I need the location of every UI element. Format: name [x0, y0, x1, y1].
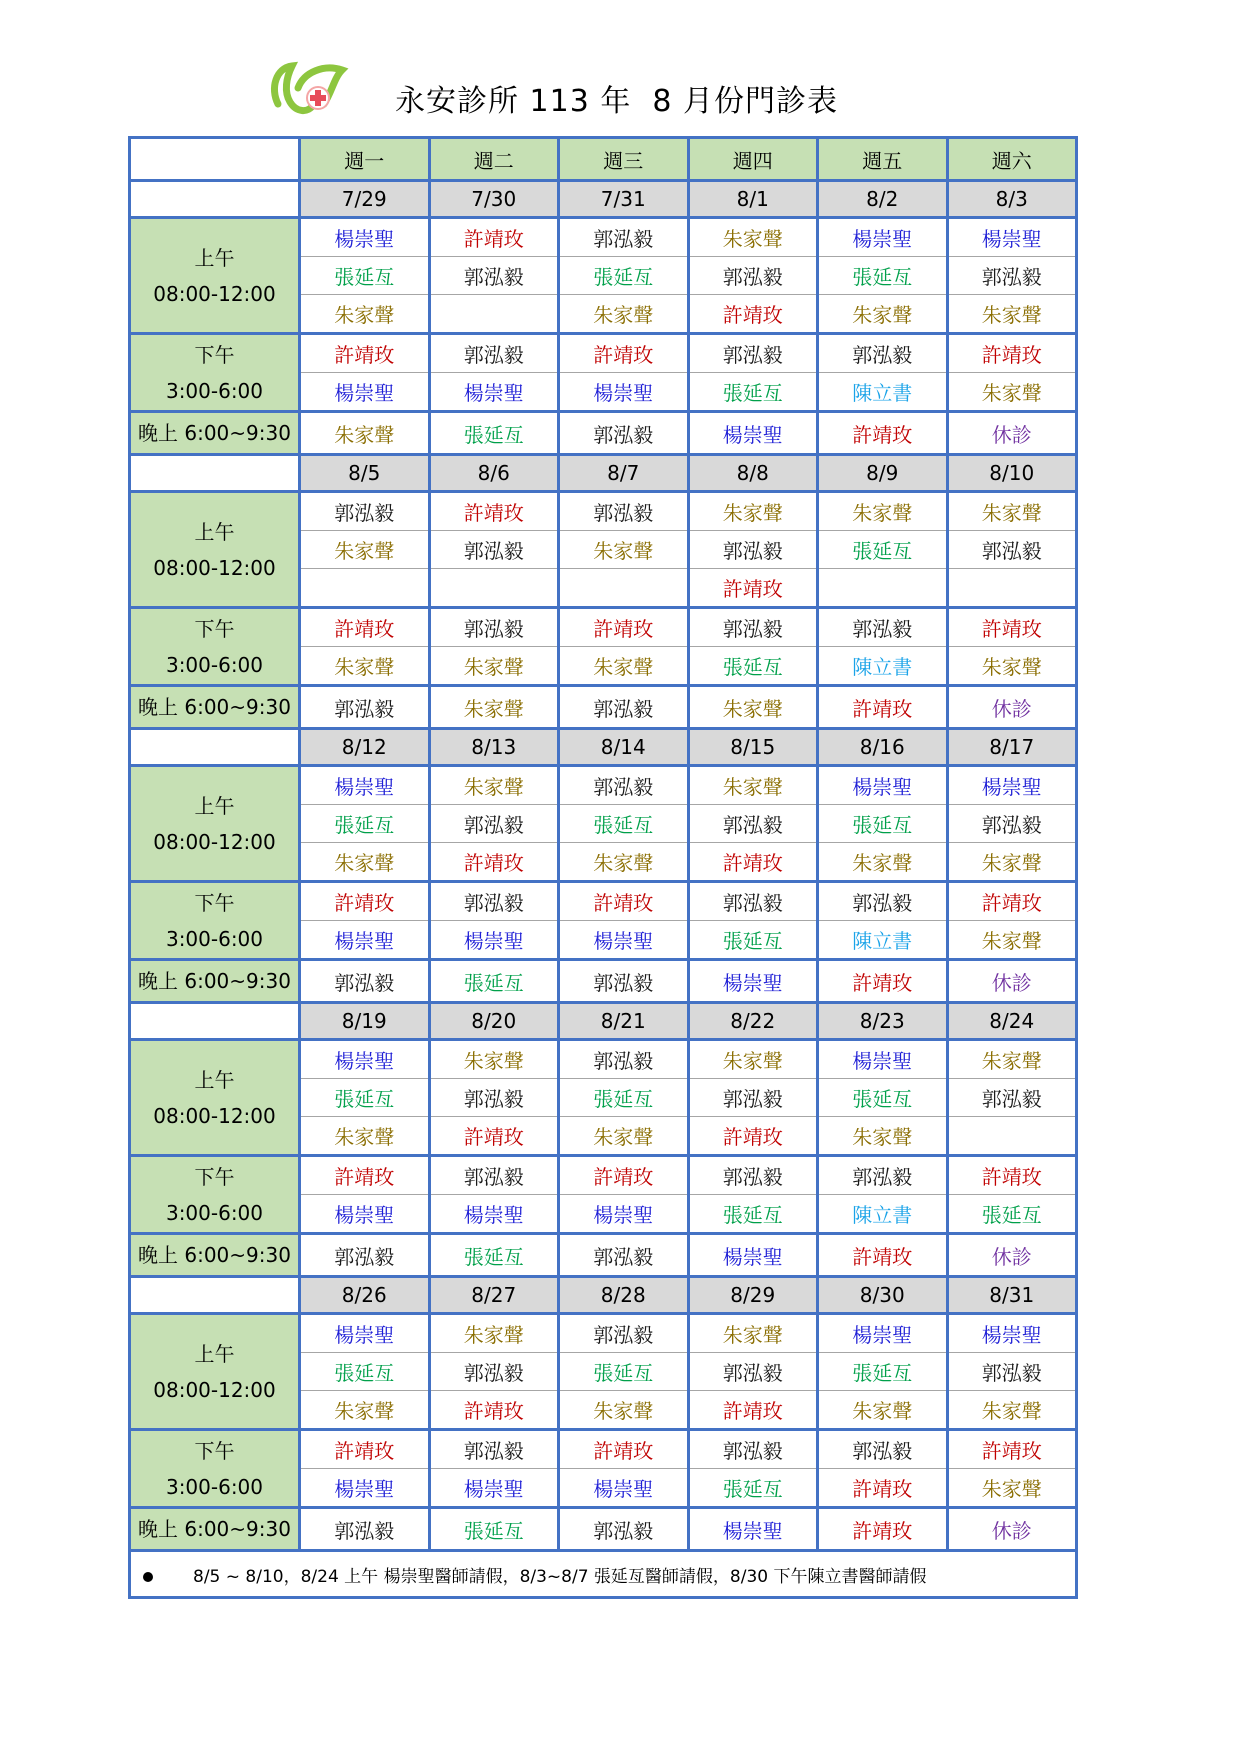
- doctor-cell: 楊崇聖: [688, 1234, 818, 1277]
- date-cell: 8/20: [429, 1003, 559, 1040]
- doctor-cell: 郭泓毅: [429, 1353, 559, 1391]
- doctor-cell: 郭泓毅: [429, 257, 559, 295]
- date-cell: 8/30: [818, 1277, 948, 1314]
- evening-label: 晚上 6:00~9:30: [130, 412, 300, 455]
- doctor-cell: 郭泓毅: [947, 257, 1077, 295]
- clinic-logo: [268, 58, 352, 130]
- doctor-cell: 朱家聲: [818, 843, 948, 882]
- doctor-cell: 許靖玫: [300, 1430, 430, 1469]
- afternoon-row: [130, 334, 1077, 373]
- doctor-cell: 楊崇聖: [300, 766, 430, 805]
- doctor-cell: 郭泓毅: [559, 1040, 689, 1079]
- doctor-cell: 郭泓毅: [559, 1234, 689, 1277]
- doctor-cell: 朱家聲: [559, 1117, 689, 1156]
- doctor-cell: 郭泓毅: [429, 531, 559, 569]
- doctor-cell: 朱家聲: [300, 531, 430, 569]
- doctor-cell: 郭泓毅: [559, 492, 689, 531]
- note-row: [130, 1551, 1077, 1598]
- doctor-cell: 楊崇聖: [429, 921, 559, 960]
- doctor-cell: 休診: [947, 1508, 1077, 1551]
- evening-row: [130, 1234, 1077, 1277]
- doctor-cell: 朱家聲: [300, 412, 430, 455]
- doctor-cell: 朱家聲: [818, 1117, 948, 1156]
- doctor-cell: 朱家聲: [300, 1391, 430, 1430]
- afternoon-label-line: 下午: [194, 342, 235, 367]
- doctor-cell: 郭泓毅: [559, 960, 689, 1003]
- doctor-cell: 郭泓毅: [947, 1079, 1077, 1117]
- morning-label-line: 上午: [194, 793, 235, 818]
- doctor-cell: 楊崇聖: [300, 1040, 430, 1079]
- morning-label-line: 08:00-12:00: [153, 1103, 276, 1128]
- evening-row: [130, 1508, 1077, 1551]
- doctor-cell: 朱家聲: [818, 1391, 948, 1430]
- doctor-cell: 楊崇聖: [300, 373, 430, 412]
- date-row: [130, 1277, 1077, 1314]
- schedule-table-container: [128, 136, 1078, 1599]
- weekday-header: 週六: [947, 138, 1077, 181]
- date-row: [130, 181, 1077, 218]
- date-cell: 8/14: [559, 729, 689, 766]
- doctor-cell: 朱家聲: [947, 1040, 1077, 1079]
- doctor-cell: 朱家聲: [947, 843, 1077, 882]
- doctor-cell: 朱家聲: [300, 647, 430, 686]
- doctor-cell: 朱家聲: [429, 766, 559, 805]
- doctor-cell: 郭泓毅: [818, 882, 948, 921]
- empty-cell: [429, 295, 559, 334]
- date-cell: 8/28: [559, 1277, 689, 1314]
- doctor-cell: 許靖玫: [947, 1430, 1077, 1469]
- doctor-cell: 朱家聲: [688, 686, 818, 729]
- doctor-cell: 許靖玫: [300, 1156, 430, 1195]
- doctor-cell: 張延亙: [818, 1353, 948, 1391]
- doctor-cell: 休診: [947, 1234, 1077, 1277]
- doctor-cell: 楊崇聖: [688, 960, 818, 1003]
- doctor-cell: 朱家聲: [947, 921, 1077, 960]
- doctor-cell: 許靖玫: [559, 608, 689, 647]
- doctor-cell: 楊崇聖: [300, 1469, 430, 1508]
- doctor-cell: 朱家聲: [429, 1314, 559, 1353]
- doctor-cell: 許靖玫: [818, 1508, 948, 1551]
- doctor-cell: 楊崇聖: [947, 1314, 1077, 1353]
- afternoon-row: [130, 1430, 1077, 1469]
- doctor-cell: 郭泓毅: [429, 1079, 559, 1117]
- afternoon-label: [130, 334, 300, 412]
- date-cell: 8/15: [688, 729, 818, 766]
- doctor-cell: 朱家聲: [947, 647, 1077, 686]
- schedule-table: [128, 136, 1078, 1599]
- doctor-cell: 許靖玫: [688, 1391, 818, 1430]
- doctor-cell: 張延亙: [559, 805, 689, 843]
- afternoon-label-line: 3:00-6:00: [165, 378, 264, 403]
- doctor-cell: 陳立書: [818, 921, 948, 960]
- doctor-cell: 許靖玫: [947, 334, 1077, 373]
- bullet-icon: [143, 1572, 153, 1582]
- date-cell: 8/13: [429, 729, 559, 766]
- doctor-cell: 朱家聲: [947, 295, 1077, 334]
- doctor-cell: 郭泓毅: [429, 1430, 559, 1469]
- doctor-cell: 張延亙: [300, 805, 430, 843]
- doctor-cell: 張延亙: [818, 257, 948, 295]
- doctor-cell: 郭泓毅: [688, 1353, 818, 1391]
- doctor-cell: 張延亙: [688, 1469, 818, 1508]
- doctor-cell: 楊崇聖: [818, 1314, 948, 1353]
- doctor-cell: 朱家聲: [429, 1040, 559, 1079]
- doctor-cell: 楊崇聖: [947, 218, 1077, 257]
- doctor-cell: 休診: [947, 686, 1077, 729]
- morning-label-line: 08:00-12:00: [153, 1377, 276, 1402]
- doctor-cell: 郭泓毅: [688, 882, 818, 921]
- afternoon-label: [130, 608, 300, 686]
- doctor-cell: 許靖玫: [947, 608, 1077, 647]
- doctor-cell: 朱家聲: [300, 1117, 430, 1156]
- date-cell: 8/26: [300, 1277, 430, 1314]
- doctor-cell: 郭泓毅: [429, 608, 559, 647]
- doctor-cell: 郭泓毅: [947, 531, 1077, 569]
- doctor-cell: 郭泓毅: [429, 882, 559, 921]
- doctor-cell: 郭泓毅: [688, 608, 818, 647]
- corner-cell: [130, 138, 300, 181]
- doctor-cell: 郭泓毅: [688, 257, 818, 295]
- doctor-cell: 朱家聲: [688, 1314, 818, 1353]
- doctor-cell: 郭泓毅: [300, 1234, 430, 1277]
- date-cell: 8/2: [818, 181, 948, 218]
- doctor-cell: 張延亙: [818, 805, 948, 843]
- date-cell: 8/23: [818, 1003, 948, 1040]
- date-cell: 8/1: [688, 181, 818, 218]
- doctor-cell: 郭泓毅: [688, 1079, 818, 1117]
- weekday-header: 週一: [300, 138, 430, 181]
- afternoon-label-line: 3:00-6:00: [165, 652, 264, 677]
- morning-label-line: 上午: [194, 1067, 235, 1092]
- doctor-cell: 楊崇聖: [947, 766, 1077, 805]
- doctor-cell: 楊崇聖: [559, 1195, 689, 1234]
- footnote-text: 8/5 ~ 8/10，8/24 上午 楊崇聖醫師請假，8/3~8/7 張延亙醫師請假，8/30 下午陳立書醫師請假: [193, 1566, 927, 1587]
- date-cell: 8/31: [947, 1277, 1077, 1314]
- afternoon-label-line: 3:00-6:00: [165, 1474, 264, 1499]
- doctor-cell: 楊崇聖: [818, 1040, 948, 1079]
- empty-cell: [429, 569, 559, 608]
- date-cell: 8/17: [947, 729, 1077, 766]
- doctor-cell: 陳立書: [818, 647, 948, 686]
- doctor-cell: 楊崇聖: [688, 1508, 818, 1551]
- weekday-header: 週四: [688, 138, 818, 181]
- date-row: [130, 729, 1077, 766]
- doctor-cell: 朱家聲: [559, 531, 689, 569]
- doctor-cell: 張延亙: [559, 1079, 689, 1117]
- doctor-cell: 許靖玫: [300, 334, 430, 373]
- doctor-cell: 許靖玫: [688, 569, 818, 608]
- doctor-cell: 張延亙: [818, 1079, 948, 1117]
- doctor-cell: 朱家聲: [559, 647, 689, 686]
- date-row-label: [130, 455, 300, 492]
- afternoon-label: [130, 1156, 300, 1234]
- doctor-cell: 許靖玫: [818, 412, 948, 455]
- doctor-cell: 郭泓毅: [559, 766, 689, 805]
- doctor-cell: 楊崇聖: [559, 373, 689, 412]
- morning-row: [130, 492, 1077, 531]
- doctor-cell: 朱家聲: [688, 218, 818, 257]
- doctor-cell: 郭泓毅: [818, 334, 948, 373]
- afternoon-label-line: 下午: [194, 1164, 235, 1189]
- doctor-cell: 張延亙: [300, 1079, 430, 1117]
- date-cell: 7/30: [429, 181, 559, 218]
- date-cell: 8/5: [300, 455, 430, 492]
- doctor-cell: 朱家聲: [818, 492, 948, 531]
- date-cell: 8/10: [947, 455, 1077, 492]
- doctor-cell: 郭泓毅: [688, 1430, 818, 1469]
- morning-label-line: 上午: [194, 245, 235, 270]
- doctor-cell: 陳立書: [818, 373, 948, 412]
- doctor-cell: 張延亙: [429, 412, 559, 455]
- doctor-cell: 許靖玫: [559, 882, 689, 921]
- date-cell: 8/29: [688, 1277, 818, 1314]
- afternoon-label-line: 下午: [194, 890, 235, 915]
- doctor-cell: 張延亙: [688, 373, 818, 412]
- doctor-cell: 朱家聲: [559, 295, 689, 334]
- empty-cell: [947, 569, 1077, 608]
- doctor-cell: 許靖玫: [300, 882, 430, 921]
- doctor-cell: 張延亙: [300, 257, 430, 295]
- doctor-cell: 郭泓毅: [688, 334, 818, 373]
- date-cell: 8/16: [818, 729, 948, 766]
- doctor-cell: 朱家聲: [300, 843, 430, 882]
- doctor-cell: 楊崇聖: [300, 218, 430, 257]
- doctor-cell: 郭泓毅: [559, 686, 689, 729]
- doctor-cell: 陳立書: [818, 1195, 948, 1234]
- doctor-cell: 許靖玫: [300, 608, 430, 647]
- afternoon-row: [130, 882, 1077, 921]
- doctor-cell: 許靖玫: [559, 1430, 689, 1469]
- doctor-cell: 楊崇聖: [300, 1314, 430, 1353]
- date-cell: 8/8: [688, 455, 818, 492]
- doctor-cell: 郭泓毅: [947, 1353, 1077, 1391]
- doctor-cell: 楊崇聖: [688, 412, 818, 455]
- doctor-cell: 朱家聲: [429, 686, 559, 729]
- weekday-header: 週二: [429, 138, 559, 181]
- doctor-cell: 郭泓毅: [300, 1508, 430, 1551]
- doctor-cell: 許靖玫: [429, 1391, 559, 1430]
- doctor-cell: 朱家聲: [559, 843, 689, 882]
- doctor-cell: 郭泓毅: [559, 1314, 689, 1353]
- doctor-cell: 朱家聲: [947, 373, 1077, 412]
- doctor-cell: 楊崇聖: [429, 1469, 559, 1508]
- morning-label-line: 上午: [194, 1341, 235, 1366]
- morning-label: [130, 218, 300, 334]
- afternoon-label: [130, 882, 300, 960]
- doctor-cell: 張延亙: [559, 1353, 689, 1391]
- date-cell: 8/19: [300, 1003, 430, 1040]
- doctor-cell: 許靖玫: [429, 492, 559, 531]
- doctor-cell: 郭泓毅: [688, 1156, 818, 1195]
- morning-row: [130, 1314, 1077, 1353]
- footnote-cell: [130, 1551, 1077, 1598]
- date-cell: 8/12: [300, 729, 430, 766]
- empty-cell: [947, 1117, 1077, 1156]
- empty-cell: [818, 569, 948, 608]
- doctor-cell: 許靖玫: [688, 295, 818, 334]
- date-row-label: [130, 181, 300, 218]
- doctor-cell: 楊崇聖: [818, 218, 948, 257]
- doctor-cell: 許靖玫: [429, 218, 559, 257]
- afternoon-label: [130, 1430, 300, 1508]
- empty-cell: [300, 569, 430, 608]
- doctor-cell: 朱家聲: [818, 295, 948, 334]
- afternoon-row: [130, 608, 1077, 647]
- doctor-cell: 郭泓毅: [429, 1156, 559, 1195]
- doctor-cell: 楊崇聖: [559, 921, 689, 960]
- morning-label-line: 08:00-12:00: [153, 281, 276, 306]
- page-title: 永安診所 113 年 8 月份門診表: [395, 84, 839, 119]
- afternoon-label-line: 下午: [194, 1438, 235, 1463]
- doctor-cell: 楊崇聖: [300, 1195, 430, 1234]
- doctor-cell: 朱家聲: [688, 492, 818, 531]
- morning-label-line: 08:00-12:00: [153, 555, 276, 580]
- doctor-cell: 楊崇聖: [429, 373, 559, 412]
- doctor-cell: 郭泓毅: [818, 1156, 948, 1195]
- morning-row: [130, 1040, 1077, 1079]
- afternoon-label-line: 3:00-6:00: [165, 1200, 264, 1225]
- doctor-cell: 許靖玫: [818, 1469, 948, 1508]
- doctor-cell: 許靖玫: [688, 1117, 818, 1156]
- doctor-cell: 張延亙: [688, 921, 818, 960]
- weekday-header-row: [130, 138, 1077, 181]
- doctor-cell: 楊崇聖: [559, 1469, 689, 1508]
- date-cell: 8/22: [688, 1003, 818, 1040]
- date-cell: 8/9: [818, 455, 948, 492]
- afternoon-row: [130, 1156, 1077, 1195]
- doctor-cell: 郭泓毅: [300, 686, 430, 729]
- doctor-cell: 張延亙: [429, 960, 559, 1003]
- doctor-cell: 休診: [947, 960, 1077, 1003]
- morning-label: [130, 766, 300, 882]
- doctor-cell: 郭泓毅: [947, 805, 1077, 843]
- evening-row: [130, 412, 1077, 455]
- evening-row: [130, 960, 1077, 1003]
- doctor-cell: 許靖玫: [818, 686, 948, 729]
- doctor-cell: 許靖玫: [947, 882, 1077, 921]
- doctor-cell: 郭泓毅: [300, 960, 430, 1003]
- doctor-cell: 許靖玫: [429, 1117, 559, 1156]
- doctor-cell: 許靖玫: [818, 960, 948, 1003]
- date-cell: 8/6: [429, 455, 559, 492]
- evening-label: 晚上 6:00~9:30: [130, 1508, 300, 1551]
- doctor-cell: 許靖玫: [688, 843, 818, 882]
- doctor-cell: 朱家聲: [947, 1391, 1077, 1430]
- doctor-cell: 張延亙: [429, 1234, 559, 1277]
- weekday-header: 週三: [559, 138, 689, 181]
- doctor-cell: 郭泓毅: [688, 531, 818, 569]
- doctor-cell: 張延亙: [300, 1353, 430, 1391]
- doctor-cell: 朱家聲: [947, 1469, 1077, 1508]
- doctor-cell: 楊崇聖: [818, 766, 948, 805]
- date-row: [130, 455, 1077, 492]
- doctor-cell: 休診: [947, 412, 1077, 455]
- doctor-cell: 許靖玫: [947, 1156, 1077, 1195]
- doctor-cell: 張延亙: [688, 647, 818, 686]
- doctor-cell: 朱家聲: [429, 647, 559, 686]
- weekday-header: 週五: [818, 138, 948, 181]
- doctor-cell: 朱家聲: [300, 295, 430, 334]
- evening-label: 晚上 6:00~9:30: [130, 1234, 300, 1277]
- morning-label: [130, 1040, 300, 1156]
- date-row-label: [130, 729, 300, 766]
- morning-label-line: 上午: [194, 519, 235, 544]
- empty-cell: [559, 569, 689, 608]
- doctor-cell: 張延亙: [818, 531, 948, 569]
- date-cell: 8/3: [947, 181, 1077, 218]
- date-cell: 8/21: [559, 1003, 689, 1040]
- doctor-cell: 郭泓毅: [300, 492, 430, 531]
- morning-label-line: 08:00-12:00: [153, 829, 276, 854]
- date-cell: 7/29: [300, 181, 430, 218]
- afternoon-label-line: 下午: [194, 616, 235, 641]
- doctor-cell: 郭泓毅: [429, 805, 559, 843]
- doctor-cell: 朱家聲: [559, 1391, 689, 1430]
- morning-row: [130, 766, 1077, 805]
- doctor-cell: 許靖玫: [429, 843, 559, 882]
- doctor-cell: 郭泓毅: [818, 1430, 948, 1469]
- doctor-cell: 許靖玫: [559, 334, 689, 373]
- doctor-cell: 郭泓毅: [559, 412, 689, 455]
- morning-row: [130, 218, 1077, 257]
- evening-label: 晚上 6:00~9:30: [130, 686, 300, 729]
- doctor-cell: 朱家聲: [688, 1040, 818, 1079]
- doctor-cell: 許靖玫: [559, 1156, 689, 1195]
- doctor-cell: 楊崇聖: [300, 921, 430, 960]
- doctor-cell: 郭泓毅: [688, 805, 818, 843]
- doctor-cell: 郭泓毅: [818, 608, 948, 647]
- evening-label: 晚上 6:00~9:30: [130, 960, 300, 1003]
- morning-label: [130, 1314, 300, 1430]
- doctor-cell: 郭泓毅: [559, 218, 689, 257]
- doctor-cell: 張延亙: [947, 1195, 1077, 1234]
- morning-label: [130, 492, 300, 608]
- doctor-cell: 張延亙: [429, 1508, 559, 1551]
- date-cell: 8/24: [947, 1003, 1077, 1040]
- doctor-cell: 張延亙: [688, 1195, 818, 1234]
- date-row-label: [130, 1003, 300, 1040]
- evening-row: [130, 686, 1077, 729]
- date-row: [130, 1003, 1077, 1040]
- date-cell: 8/7: [559, 455, 689, 492]
- afternoon-label-line: 3:00-6:00: [165, 926, 264, 951]
- date-row-label: [130, 1277, 300, 1314]
- doctor-cell: 朱家聲: [688, 766, 818, 805]
- date-cell: 8/27: [429, 1277, 559, 1314]
- doctor-cell: 張延亙: [559, 257, 689, 295]
- doctor-cell: 許靖玫: [818, 1234, 948, 1277]
- doctor-cell: 郭泓毅: [559, 1508, 689, 1551]
- doctor-cell: 朱家聲: [947, 492, 1077, 531]
- doctor-cell: 郭泓毅: [429, 334, 559, 373]
- date-cell: 7/31: [559, 181, 689, 218]
- doctor-cell: 楊崇聖: [429, 1195, 559, 1234]
